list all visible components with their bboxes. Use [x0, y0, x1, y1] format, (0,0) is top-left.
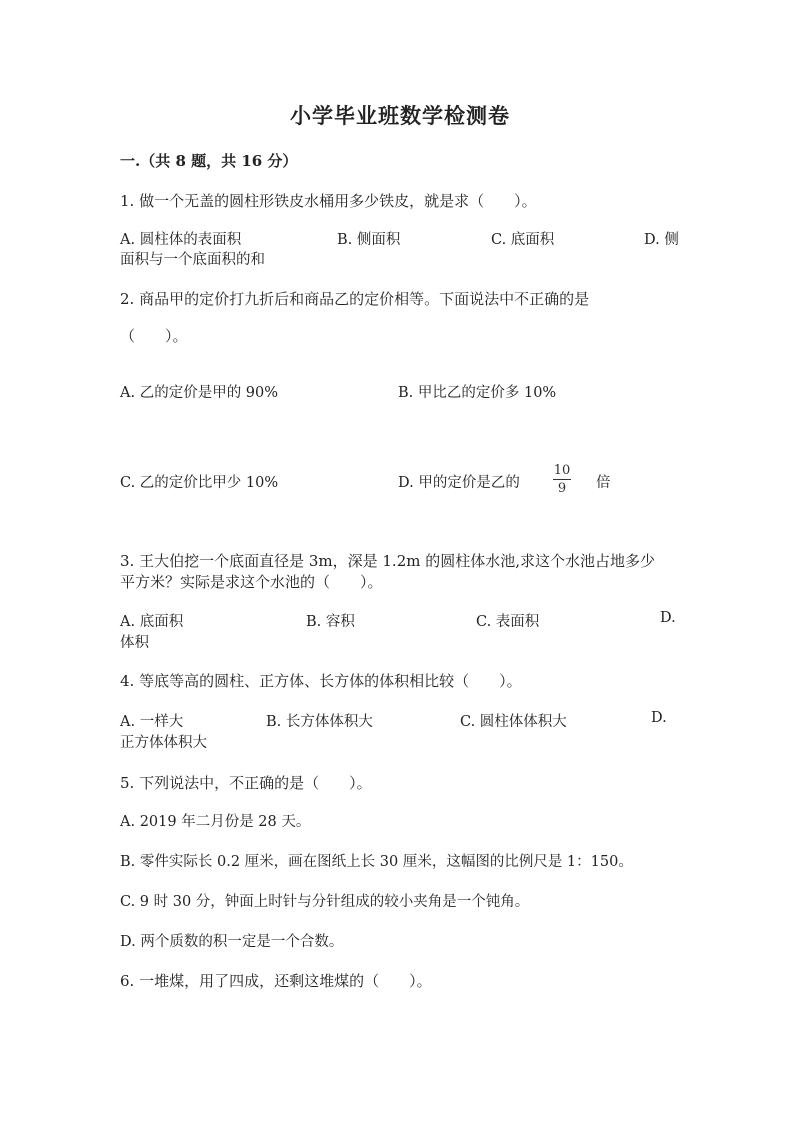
question-2-stem-continued: （ ）。	[120, 327, 188, 345]
question-5-option-c: C. 9 时 30 分，钟面上时针与分针组成的较小夹角是一个钝角。	[120, 894, 530, 910]
question-1-option-c: C. 底面积	[491, 232, 555, 248]
question-5-option-d: D. 两个质数的积一定是一个合数。	[120, 934, 344, 950]
fraction-numerator: 10	[553, 463, 571, 478]
fraction-denominator: 9	[557, 481, 567, 496]
question-1-stem: 1. 做一个无盖的圆柱形铁皮水桶用多少铁皮，就是求（ ）。	[120, 192, 537, 210]
question-3-option-c: C. 表面积	[476, 614, 540, 630]
fraction-bar	[553, 479, 571, 480]
question-6-stem: 6. 一堆煤，用了四成，还剩这堆煤的（ ）。	[120, 972, 432, 990]
question-1-option-a: A. 圆柱体的表面积	[120, 232, 242, 248]
question-2-option-c: C. 乙的定价比甲少 10%	[120, 475, 279, 491]
question-3-option-b: B. 容积	[306, 614, 355, 630]
question-3-stem: 3. 王大伯挖一个底面直径是 3m，深是 1.2m 的圆柱体水池,求这个水池占地多少	[120, 552, 656, 570]
question-2-option-d: D. 甲的定价是乙的	[398, 475, 520, 491]
question-4-option-b: B. 长方体体积大	[266, 714, 373, 730]
question-4-option-d: D.	[651, 710, 667, 726]
question-5-stem: 5. 下列说法中，不正确的是（ ）。	[120, 774, 372, 792]
question-4-option-d-continued: 正方体体积大	[120, 735, 207, 751]
section-heading: 一.（共 8 题，共 16 分）	[120, 152, 298, 170]
question-5-option-b: B. 零件实际长 0.2 厘米，画在图纸上长 30 厘米，这幅图的比例尺是 1：150。	[120, 854, 633, 870]
question-4-option-c: C. 圆柱体体积大	[460, 714, 567, 730]
question-2-option-a: A. 乙的定价是甲的 90%	[120, 385, 279, 401]
question-3-option-d-continued: 体积	[120, 635, 149, 651]
question-3-stem-continued: 平方米？实际是求这个水池的（ ）。	[120, 573, 383, 591]
question-2-option-d-suffix: 倍	[596, 475, 611, 491]
question-5-option-a: A. 2019 年二月份是 28 天。	[120, 814, 311, 830]
question-3-option-a: A. 底面积	[120, 614, 184, 630]
question-1-option-d: D. 侧	[644, 232, 679, 248]
question-1-option-b: B. 侧面积	[337, 232, 401, 248]
page-title: 小学毕业班数学检测卷	[290, 103, 510, 128]
question-4-option-a: A. 一样大	[120, 714, 184, 730]
question-2-stem: 2. 商品甲的定价打九折后和商品乙的定价相等。下面说法中不正确的是	[120, 290, 590, 308]
question-3-option-d: D.	[660, 610, 676, 626]
question-4-stem: 4. 等底等高的圆柱、正方体、长方体的体积相比较（ ）。	[120, 672, 522, 690]
question-2-option-b: B. 甲比乙的定价多 10%	[398, 385, 557, 401]
fraction-10-over-9	[551, 463, 573, 496]
question-1-option-d-continued: 面积与一个底面积的和	[120, 252, 265, 268]
